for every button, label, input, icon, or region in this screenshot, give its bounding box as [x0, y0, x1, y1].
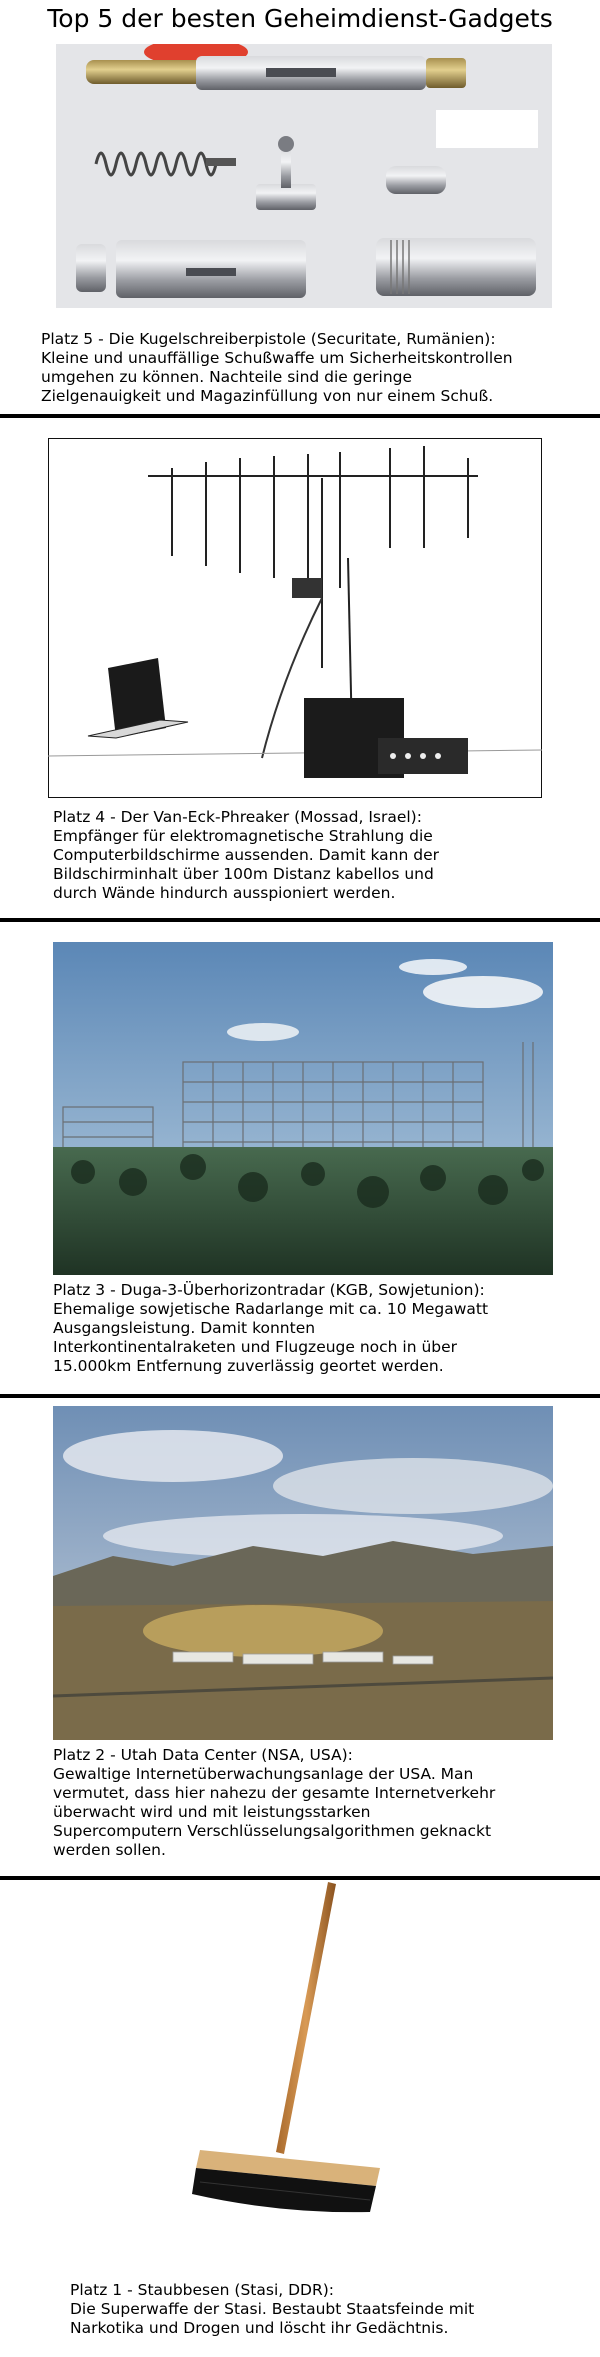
caption-heading: Platz 2 - Utah Data Center (NSA, USA): — [53, 1746, 353, 1764]
separator-line — [0, 918, 600, 922]
separator-line — [0, 1394, 600, 1398]
caption-platz-5 — [41, 330, 586, 406]
separator-line — [0, 1876, 600, 1880]
caption-text: Gewaltige Internetüberwachungsanlage der USA. Man vermutet, dass hier nahezu der gesamte Internetverkehr überwacht wird und mit leistungsstarken Supercomputern Verschlüsselungsalgorithmen geknackt werden sollen. — [53, 1765, 496, 1859]
caption-text: Empfänger für elektromagnetische Strahlung die Computerbildschirme aussenden. Damit kann der Bildschirminhalt über 100m Distanz kabellos und durch Wände hindurch ausspioniert werden. — [53, 827, 439, 902]
caption-heading: Platz 3 - Duga-3-Überhorizontradar (KGB, Sowjetunion): — [53, 1281, 485, 1299]
duga-3-radar-photo — [53, 942, 553, 1275]
page-title: Top 5 der besten Geheimdienst-Gadgets — [47, 4, 553, 33]
caption-platz-1 — [70, 2281, 590, 2338]
separator-line — [0, 414, 600, 418]
caption-platz-4 — [53, 808, 593, 903]
broom-photo — [180, 1882, 400, 2222]
caption-heading: Platz 1 - Staubbesen (Stasi, DDR): — [70, 2281, 335, 2299]
caption-platz-3 — [53, 1281, 593, 1376]
caption-text: Kleine und unauffällige Schußwaffe um Sicherheitskontrollen umgehen zu können. Nachteile sind die geringe Zielgenauigkeit und Magazinfüllung von nur einem Schuß. — [41, 349, 513, 405]
pen-gun-photo — [56, 44, 552, 316]
utah-data-center-photo — [53, 1406, 553, 1740]
caption-heading: Platz 5 - Die Kugelschreiberpistole (Securitate, Rumänien): — [41, 330, 496, 348]
van-eck-phreaker-photo — [48, 438, 542, 798]
caption-text: Die Superwaffe der Stasi. Bestaubt Staatsfeinde mit Narkotika und Drogen und löscht ihr Gedächtnis. — [70, 2300, 475, 2337]
caption-heading: Platz 4 - Der Van-Eck-Phreaker (Mossad, Israel): — [53, 808, 422, 826]
caption-platz-2 — [53, 1746, 593, 1860]
caption-text: Ehemalige sowjetische Radarlange mit ca. 10 Megawatt Ausgangsleistung. Damit konnten Interkontinentalraketen und Flugzeuge noch in über 15.000km Entfernung zuverlässig geortet werden. — [53, 1300, 489, 1375]
